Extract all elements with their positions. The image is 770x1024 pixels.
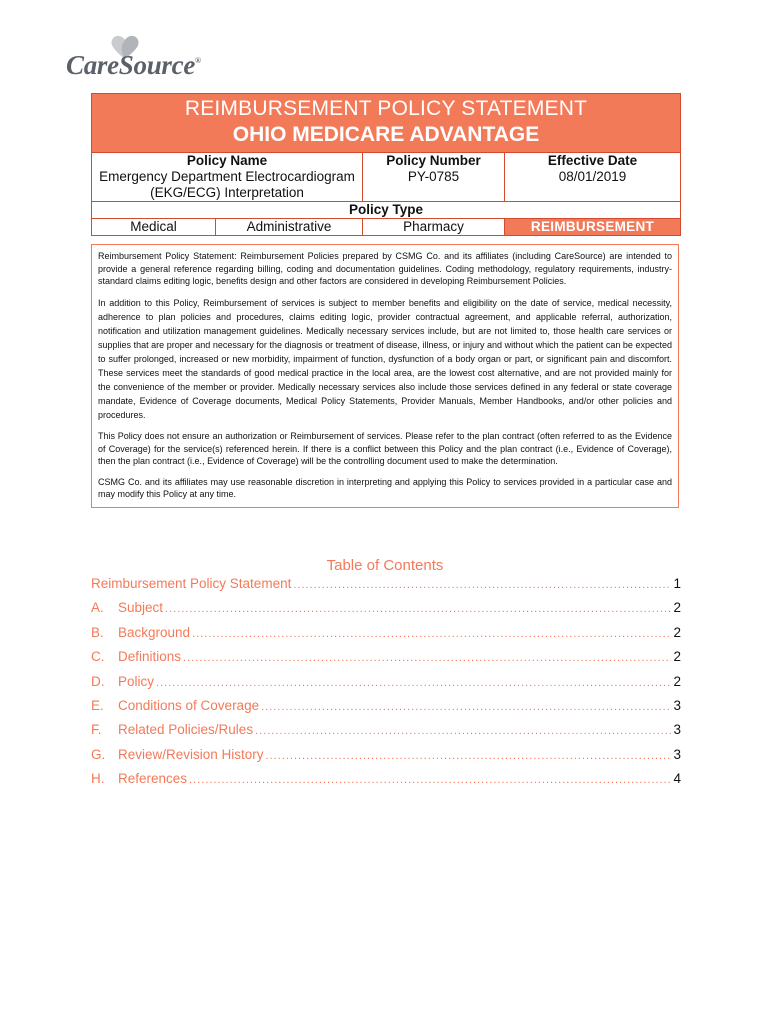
toc-item-letter: A.	[91, 600, 104, 616]
toc-item[interactable]	[91, 600, 681, 624]
toc-leader-dots	[261, 698, 671, 713]
policy-name-value	[92, 169, 363, 201]
toc-item-letter: C.	[91, 649, 105, 665]
toc-title: Table of Contents	[326, 557, 444, 574]
toc-item-page: 2	[673, 600, 681, 616]
policy-number-label: Policy Number	[363, 153, 505, 169]
logo-wordmark: CareSource®	[66, 50, 201, 80]
policy-name-line1: Emergency Department Electrocardiogram	[99, 169, 355, 184]
toc-item-page: 1	[673, 576, 681, 591]
type-medical: Medical	[92, 219, 216, 235]
toc-item-page: 2	[673, 649, 681, 665]
toc-item-letter: G.	[91, 746, 106, 762]
policy-type-label: Policy Type	[348, 202, 424, 217]
toc-item-page: 3	[673, 746, 681, 762]
page-subtitle: OHIO MEDICARE ADVANTAGE	[232, 123, 540, 146]
toc-item[interactable]	[91, 722, 681, 746]
policy-type-header-row	[92, 201, 680, 218]
toc-item-label[interactable]: Definitions	[118, 649, 182, 665]
toc-leader-dots	[165, 600, 671, 615]
toc-item-label[interactable]: Policy	[118, 673, 155, 689]
toc-item-letter: D.	[91, 673, 105, 689]
toc-leader-dots	[189, 771, 671, 786]
statement-paragraph-4: CSMG Co. and its affiliates may use reasonable discretion in interpreting and applying this Policy to services provided in a particular case and may modify this Policy at any time.	[98, 476, 672, 500]
effective-date-value: 08/01/2019	[558, 169, 627, 184]
toc-item-label[interactable]: Related Policies/Rules	[118, 722, 254, 738]
title-banner	[92, 94, 680, 152]
toc-item[interactable]	[91, 649, 681, 673]
page-title: REIMBURSEMENT POLICY STATEMENT	[184, 97, 588, 120]
policy-header-table	[91, 93, 681, 236]
toc-item[interactable]	[91, 698, 681, 722]
toc-leader-dots	[266, 747, 672, 762]
statement-paragraph-1: Reimbursement Policy Statement: Reimbursement Policies prepared by CSMG Co. and its affiliates (including CareSource) are intended to provide a general reference regarding billing, coding and documentation guidelines. Coding methodology, regulatory requirements, industry-standard claims editing logic, benefits design and other factors are considered in developing Reimbursement Policies.	[98, 251, 672, 286]
policy-labels-row	[92, 152, 680, 169]
toc-item[interactable]	[91, 625, 681, 649]
toc-item-page: 4	[673, 771, 681, 787]
toc-item-page: 2	[673, 624, 681, 640]
toc-item-letter: F.	[91, 722, 102, 738]
statement-paragraph-3: This Policy does not ensure an authorization or Reimbursement of services. Please refer to the plan contract (often referred to as the Evidence of Coverage) for the service(s) referenced herein. If there is a conflict between this Policy and the plan contract (i.e., Evidence of Coverage), then the plan contract (i.e., Evidence of Coverage) will be the controlling document used to make the determination.	[98, 431, 672, 467]
policy-name-line2: (EKG/ECG) Interpretation	[150, 185, 304, 200]
type-administrative: Administrative	[216, 219, 363, 235]
table-of-contents	[91, 576, 681, 796]
toc-item[interactable]	[91, 771, 681, 795]
toc-leader-dots	[192, 625, 671, 640]
toc-item[interactable]	[91, 576, 681, 600]
toc-item-page: 3	[673, 697, 681, 713]
type-pharmacy: Pharmacy	[363, 219, 505, 235]
policy-statement-box	[91, 244, 679, 508]
toc-leader-dots	[183, 649, 671, 664]
toc-item-label[interactable]: Subject	[118, 600, 164, 616]
policy-name-label: Policy Name	[92, 153, 363, 169]
toc-leader-dots	[255, 722, 671, 737]
toc-item-label[interactable]: Review/Revision History	[118, 746, 264, 762]
toc-item-letter: B.	[91, 624, 104, 640]
toc-item-label[interactable]: Background	[118, 624, 191, 640]
toc-leader-dots	[156, 674, 671, 689]
effective-date-label: Effective Date	[547, 153, 638, 168]
toc-leader-dots	[293, 576, 671, 591]
toc-item-letter: H.	[91, 771, 105, 787]
policy-values-row	[92, 169, 680, 201]
toc-item-letter: E.	[91, 697, 104, 713]
toc-item-label[interactable]: Conditions of Coverage	[118, 697, 260, 713]
toc-item-label[interactable]: References	[118, 771, 188, 787]
caresource-logo	[66, 34, 226, 84]
toc-item[interactable]	[91, 674, 681, 698]
toc-item-page: 3	[673, 722, 681, 738]
toc-item-page: 2	[673, 673, 681, 689]
policy-type-row	[92, 218, 680, 235]
policy-number-value: PY-0785	[363, 169, 505, 201]
type-reimbursement-selected: REIMBURSEMENT	[505, 219, 680, 235]
toc-item-label[interactable]: Reimbursement Policy Statement	[91, 576, 292, 591]
toc-item[interactable]	[91, 747, 681, 771]
statement-paragraph-2: In addition to this Policy, Reimbursement of services is subject to member benefits and eligibility on the date of service, medical necessity, adherence to plan policies and procedures, claims editing logic, provider contractual agreement, and applicable referral, authorization, notification and utilization management guidelines. Medically necessary services include, but are not limited to, those health care services or supplies that are proper and necessary for the diagnosis or treatment of disease, illness, or injury and without which the patient can be expected to suffer prolonged, increased or new morbidity, impairment of function, dysfunction of a body organ or part, or significant pain and discomfort. These services meet the standards of good medical practice in the local area, are the lowest cost alternative, and are not provided mainly for the convenience of the member or provider. Medically necessary services also include those services defined in any federal or state coverage mandate, Evidence of Coverage documents, Medical Policy Statements, Provider Manuals, Member Handbooks, and/or other policies and procedures.	[98, 297, 672, 421]
